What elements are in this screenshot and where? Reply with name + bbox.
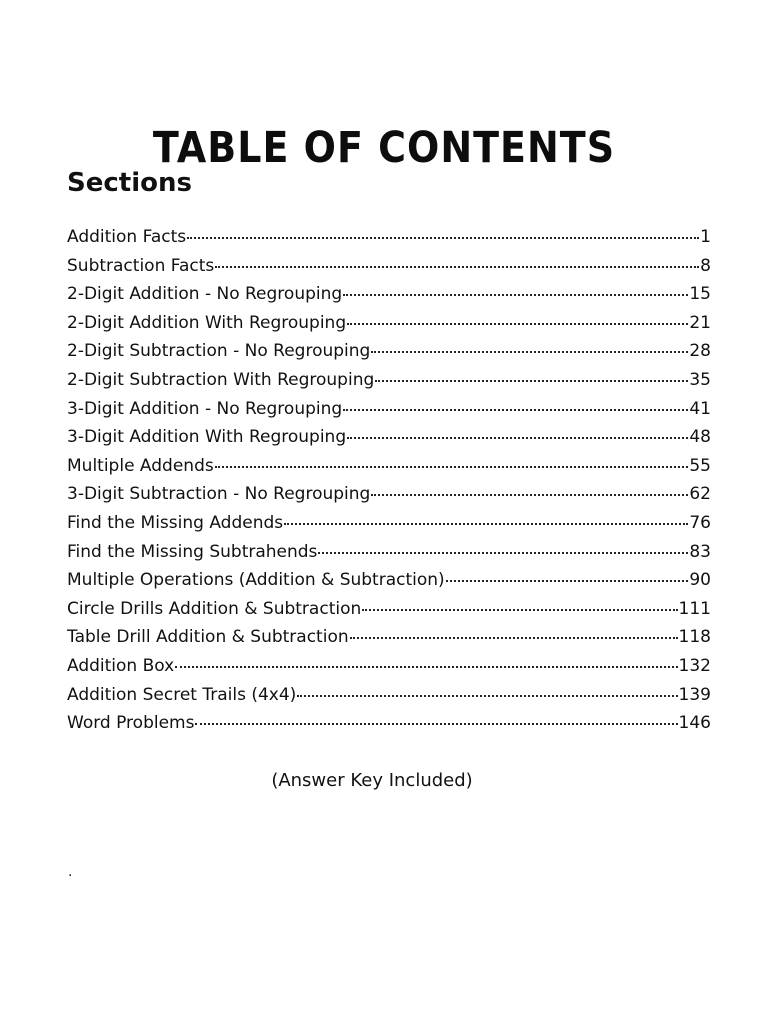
toc-entry-label: Subtraction Facts	[67, 255, 215, 276]
dot-leader	[215, 465, 689, 468]
toc-entry	[67, 399, 711, 428]
toc-entry-label: Table Drill Addition & Subtraction	[67, 627, 349, 648]
toc-entry	[67, 627, 711, 656]
toc-entry-page: 8	[700, 255, 711, 276]
dot-leader	[297, 694, 677, 697]
toc-entry-label: Find the Missing Subtrahends	[67, 541, 318, 562]
dot-leader	[375, 379, 688, 382]
toc-entry-page: 48	[689, 427, 711, 448]
toc-entry-page: 28	[689, 341, 711, 362]
toc-entry	[67, 542, 711, 571]
dot-leader	[318, 551, 688, 554]
dot-leader	[371, 493, 688, 496]
toc-entry-label: Multiple Operations (Addition & Subtraction)	[67, 570, 445, 591]
toc-entry-page: 118	[678, 627, 711, 648]
toc-entry-label: 2-Digit Addition - No Regrouping	[67, 284, 343, 305]
toc-entry-label: 2-Digit Addition With Regrouping	[67, 312, 347, 333]
table-of-contents-list	[67, 227, 711, 742]
toc-entry-label: 3-Digit Addition - No Regrouping	[67, 398, 343, 419]
dot-leader	[195, 722, 677, 725]
toc-entry-label: Addition Box	[67, 655, 175, 676]
toc-entry-label: Addition Secret Trails (4x4)	[67, 684, 297, 705]
toc-entry	[67, 685, 711, 714]
toc-entry-page: 41	[689, 398, 711, 419]
toc-entry	[67, 570, 711, 599]
stray-mark: .	[68, 864, 73, 880]
page-title: TABLE OF CONTENTS	[152, 123, 616, 173]
toc-entry	[67, 713, 711, 742]
dot-leader	[343, 293, 688, 296]
toc-entry-label: Addition Facts	[67, 227, 187, 247]
dot-leader	[187, 236, 699, 239]
section-heading: Sections	[67, 168, 192, 198]
dot-leader	[343, 408, 688, 411]
toc-entry-label: Circle Drills Addition & Subtraction	[67, 598, 362, 619]
toc-entry	[67, 427, 711, 456]
toc-entry-page: 111	[678, 598, 711, 619]
answer-key-note: (Answer Key Included)	[271, 770, 473, 791]
dot-leader	[362, 608, 677, 611]
toc-entry-page: 35	[689, 369, 711, 390]
toc-entry-label: Multiple Addends	[67, 455, 214, 476]
dot-leader	[215, 265, 699, 268]
toc-entry	[67, 341, 711, 370]
dot-leader	[446, 579, 689, 582]
toc-entry-label: Word Problems	[67, 713, 195, 734]
toc-entry-page: 132	[678, 655, 711, 676]
toc-entry	[67, 227, 711, 256]
dot-leader	[347, 322, 688, 325]
toc-entry	[67, 284, 711, 313]
toc-entry-page: 76	[689, 512, 711, 533]
dot-leader	[347, 436, 688, 439]
toc-entry-label: 2-Digit Subtraction - No Regrouping	[67, 341, 371, 362]
toc-entry-label: 3-Digit Addition With Regrouping	[67, 427, 347, 448]
toc-entry-page: 146	[678, 713, 711, 734]
toc-entry-page: 62	[689, 484, 711, 505]
toc-entry	[67, 456, 711, 485]
dot-leader	[175, 665, 677, 668]
toc-entry-label: 2-Digit Subtraction With Regrouping	[67, 369, 375, 390]
toc-entry-label: Find the Missing Addends	[67, 512, 284, 533]
dot-leader	[350, 636, 678, 639]
toc-entry-page: 139	[678, 684, 711, 705]
toc-entry	[67, 484, 711, 513]
dot-leader	[371, 350, 688, 353]
toc-entry	[67, 256, 711, 285]
toc-entry	[67, 313, 711, 342]
toc-entry-page: 1	[700, 227, 711, 247]
dot-leader	[284, 522, 688, 525]
toc-entry-page: 55	[689, 455, 711, 476]
toc-entry	[67, 599, 711, 628]
toc-entry-page: 21	[689, 312, 711, 333]
toc-entry-page: 83	[689, 541, 711, 562]
toc-entry	[67, 513, 711, 542]
toc-entry-page: 15	[689, 284, 711, 305]
toc-entry	[67, 656, 711, 685]
toc-entry	[67, 370, 711, 399]
toc-entry-page: 90	[689, 570, 711, 591]
toc-entry-label: 3-Digit Subtraction - No Regrouping	[67, 484, 371, 505]
